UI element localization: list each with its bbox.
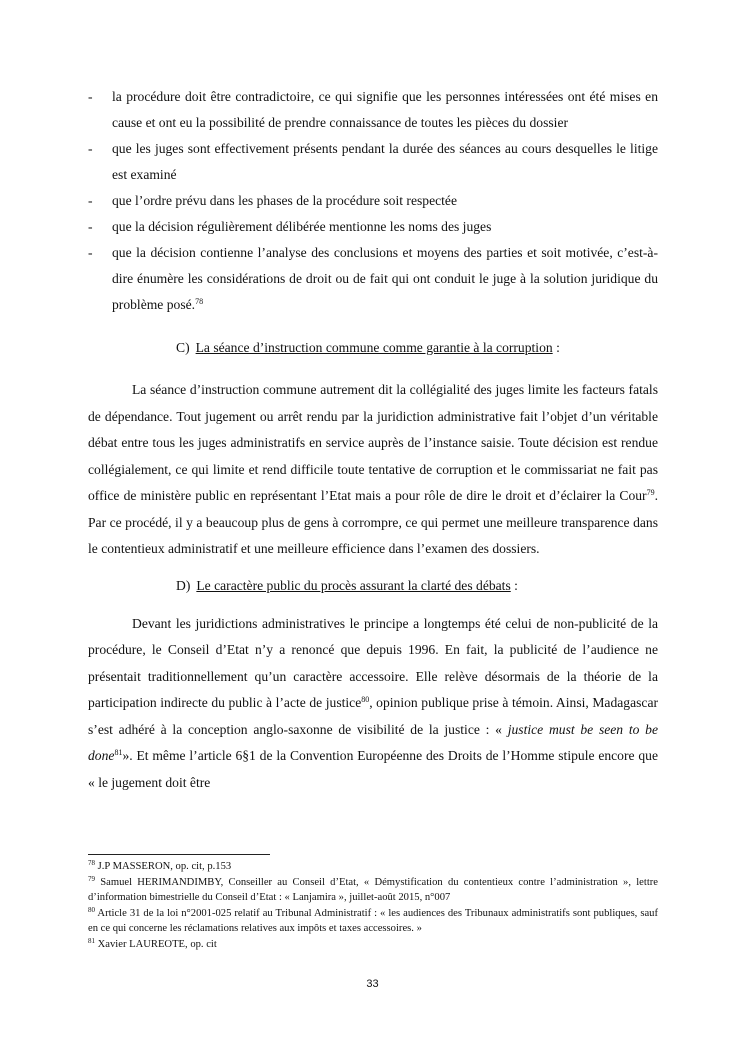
footnote-number: 80 — [88, 905, 95, 914]
list-dash: - — [88, 245, 93, 260]
section-c-colon: : — [552, 340, 560, 355]
list-item-text: la procédure doit être contradictoire, ce qui signifie que les personnes intéressées ont été mises en cause et ont eu la possibilité de prendre connaissance de toutes les pièces du dossier — [112, 89, 658, 130]
paragraph-text: . Par ce procédé, il y a beaucoup plus de gens à corrompre, ce qui permet une meilleure transparence dans le contentieux administratif et une meilleure efficience dans l’examen des dossiers. — [88, 488, 658, 556]
list-item — [88, 188, 658, 214]
paragraph-text: La séance d’instruction commune autrement dit la collégialité des juges limite les facteurs fatals de dépendance. Tout jugement ou arrêt rendu par la juridiction administrative fait l’objet d’un véritable débat entre tous les juges administratifs en service auprès de l’instance saisie. Toute décision est rendue collégialement, ce qui limite et rend difficile toute tentative de corruption et le commissariat ne fait pas office de ministère public en représentant l’Etat mais a pour rôle de dire le droit et d’éclairer la Cour — [88, 382, 658, 503]
footnote-ref[interactable]: 79 — [646, 488, 655, 497]
footnote-number: 81 — [88, 936, 95, 945]
footnote — [88, 859, 658, 875]
page-number: 33 — [366, 978, 379, 990]
footnote-text: J.P MASSERON, op. cit, p.153 — [95, 861, 232, 872]
section-d-colon: : — [510, 577, 518, 593]
list-item-text: que l’ordre prévu dans les phases de la procédure soit respectée — [112, 193, 457, 208]
quote-italic: justice must be seen to be done — [88, 721, 659, 763]
section-c-label: C) — [176, 340, 190, 355]
list-dash: - — [88, 193, 93, 208]
list-item — [88, 240, 658, 318]
footnote-text: Xavier LAUREOTE, op. cit — [95, 938, 217, 950]
footnote-ref[interactable]: 78 — [195, 297, 204, 306]
footnote — [88, 937, 658, 953]
paragraph-text: ». Et même l’article 6§1 de la Convention Européenne des Droits de l’Homme stipule encore que « le jugement doit être — [88, 748, 658, 790]
section-d-label: D) — [176, 577, 191, 593]
footnotes — [88, 854, 658, 952]
list-dash: - — [88, 89, 93, 104]
footnote-ref[interactable]: 81 — [114, 748, 123, 757]
paragraph-text: , opinion publique prise à témoin. Ainsi, Madagascar s’est adhéré à la conception anglo-saxonne de visibilité de la justice : « — [88, 695, 658, 737]
footnote-text: Samuel HERIMANDIMBY, Conseiller au Conseil d’Etat, « Démystification du contentieux contre l’administration », lettre d’information bimestrielle du Conseil d’Etat : « Lanjamira », juillet-août 2015, n°007 — [88, 876, 658, 903]
page-body — [88, 84, 658, 796]
footnote — [88, 906, 658, 937]
list-item — [88, 136, 658, 188]
footnote-number: 79 — [88, 874, 95, 883]
paragraph-text: Devant les juridictions administratives le principe a longtemps été celui de non-publicité de la procédure, le Conseil d’Etat n’y a renoncé que depuis 1996. En fait, la publicité de l’audience ne présentait traditionnellement qu’un caractère accessoire. Elle relève désormais de la théorie de la participation indirecte du public à l’acte de justice — [88, 615, 658, 710]
section-d-title: Le caractère public du procès assurant la clarté des débats — [196, 577, 511, 593]
section-d-heading — [88, 573, 658, 599]
footnote-divider — [88, 854, 270, 855]
section-c-title: La séance d’instruction commune comme garantie à la corruption — [195, 340, 553, 355]
list-item — [88, 214, 658, 240]
list-item — [88, 84, 658, 136]
list-dash: - — [88, 141, 93, 156]
list-item-text: que la décision régulièrement délibérée mentionne les noms des juges — [112, 219, 492, 234]
list-item-text: que les juges sont effectivement présents pendant la durée des séances au cours desquelles le litige est examiné — [112, 141, 658, 182]
footnote-text: Article 31 de la loi n°2001-025 relatif au Tribunal Administratif : « les audiences des Tribunaux administratifs sont publiques, sauf en ce qui concerne les réclamations relatives aux impôts et taxes accessoires. » — [88, 907, 658, 934]
conditions-list — [88, 84, 658, 318]
section-c-paragraph — [88, 377, 658, 563]
footnote-ref[interactable]: 80 — [361, 695, 370, 704]
list-dash: - — [88, 219, 93, 234]
footnote — [88, 875, 658, 906]
section-d-paragraph — [88, 611, 658, 797]
section-c-heading — [88, 335, 658, 361]
list-item-text: que la décision contienne l’analyse des conclusions et moyens des parties et soit motivée, c’est-à-dire énumère les considérations de droit ou de fait qui ont conduit le juge à la solution juridique du problème posé. — [112, 245, 658, 312]
footnote-number: 78 — [88, 859, 95, 867]
